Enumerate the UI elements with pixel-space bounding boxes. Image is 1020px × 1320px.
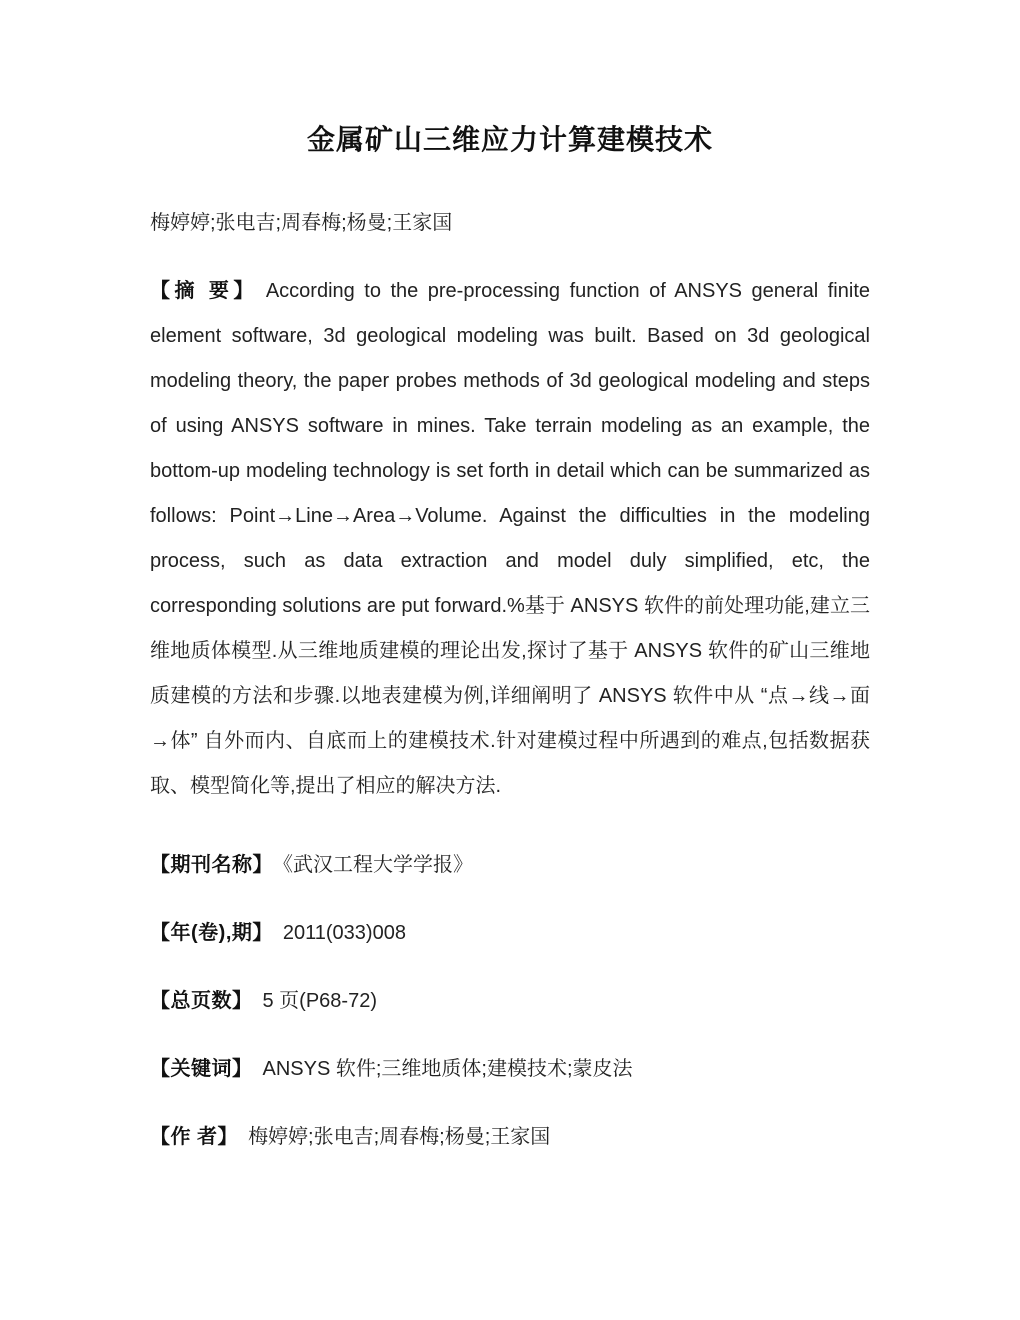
abstract-paragraph — [150, 269, 870, 809]
year-volume-issue-row — [150, 877, 870, 945]
authors-line: 梅婷婷;张电吉;周春梅;杨曼;王家国 — [150, 212, 453, 234]
abstract-text: According to the pre-processing function of ANSYS general finite element software, 3d geological modeling was built. Based on 3d geological modeling theory, the paper probes methods of 3d geological modeling and steps of using ANSYS software in mines. Take terrain modeling as an example, the bottom-up modeling technology is set forth in detail which can be summarized as follows: Point→Line→Area→Volume. Against the difficulties in the modeling process, such as data extraction and model duly simplified, etc, the corresponding solutions are put forward.%基于 ANSYS 软件的前处理功能,建立三维地质体模型.从三维地质建模的理论出发,探讨了基于 ANSYS 软件的矿山三维地质建模的方法和步骤.以地表建模为例,详细阐明了 ANSYS 软件中从 “点→线→面→体” 自外而内、自底而上的建模技术.针对建模过程中所遇到的难点,包括数据获取、模型简化等,提出了相应的解决方法. — [150, 280, 870, 797]
authors-field-value: 梅婷婷;张电吉;周春梅;杨曼;王家国 — [248, 1126, 551, 1148]
keywords-value: ANSYS 软件;三维地质体;建模技术;蒙皮法 — [262, 1058, 633, 1080]
keywords-row — [150, 1013, 870, 1081]
abstract-label: 【摘 要】 — [150, 280, 258, 302]
total-pages-value: 5 页(P68-72) — [262, 990, 377, 1012]
keywords-label: 【关键词】 — [150, 1058, 253, 1080]
journal-name-value: 《武汉工程大学学报》 — [283, 854, 473, 876]
authors-field-label: 【作 者】 — [150, 1126, 239, 1148]
total-pages-label: 【总页数】 — [150, 990, 253, 1012]
page-title: 金属矿山三维应力计算建模技术 — [306, 124, 713, 155]
journal-name-label: 【期刊名称】 — [150, 854, 273, 876]
journal-name-row — [150, 809, 870, 877]
year-volume-issue-label: 【年(卷),期】 — [150, 922, 273, 944]
total-pages-row — [150, 945, 870, 1013]
authors-field-row — [150, 1081, 870, 1149]
year-volume-issue-value: 2011(033)008 — [282, 922, 406, 944]
